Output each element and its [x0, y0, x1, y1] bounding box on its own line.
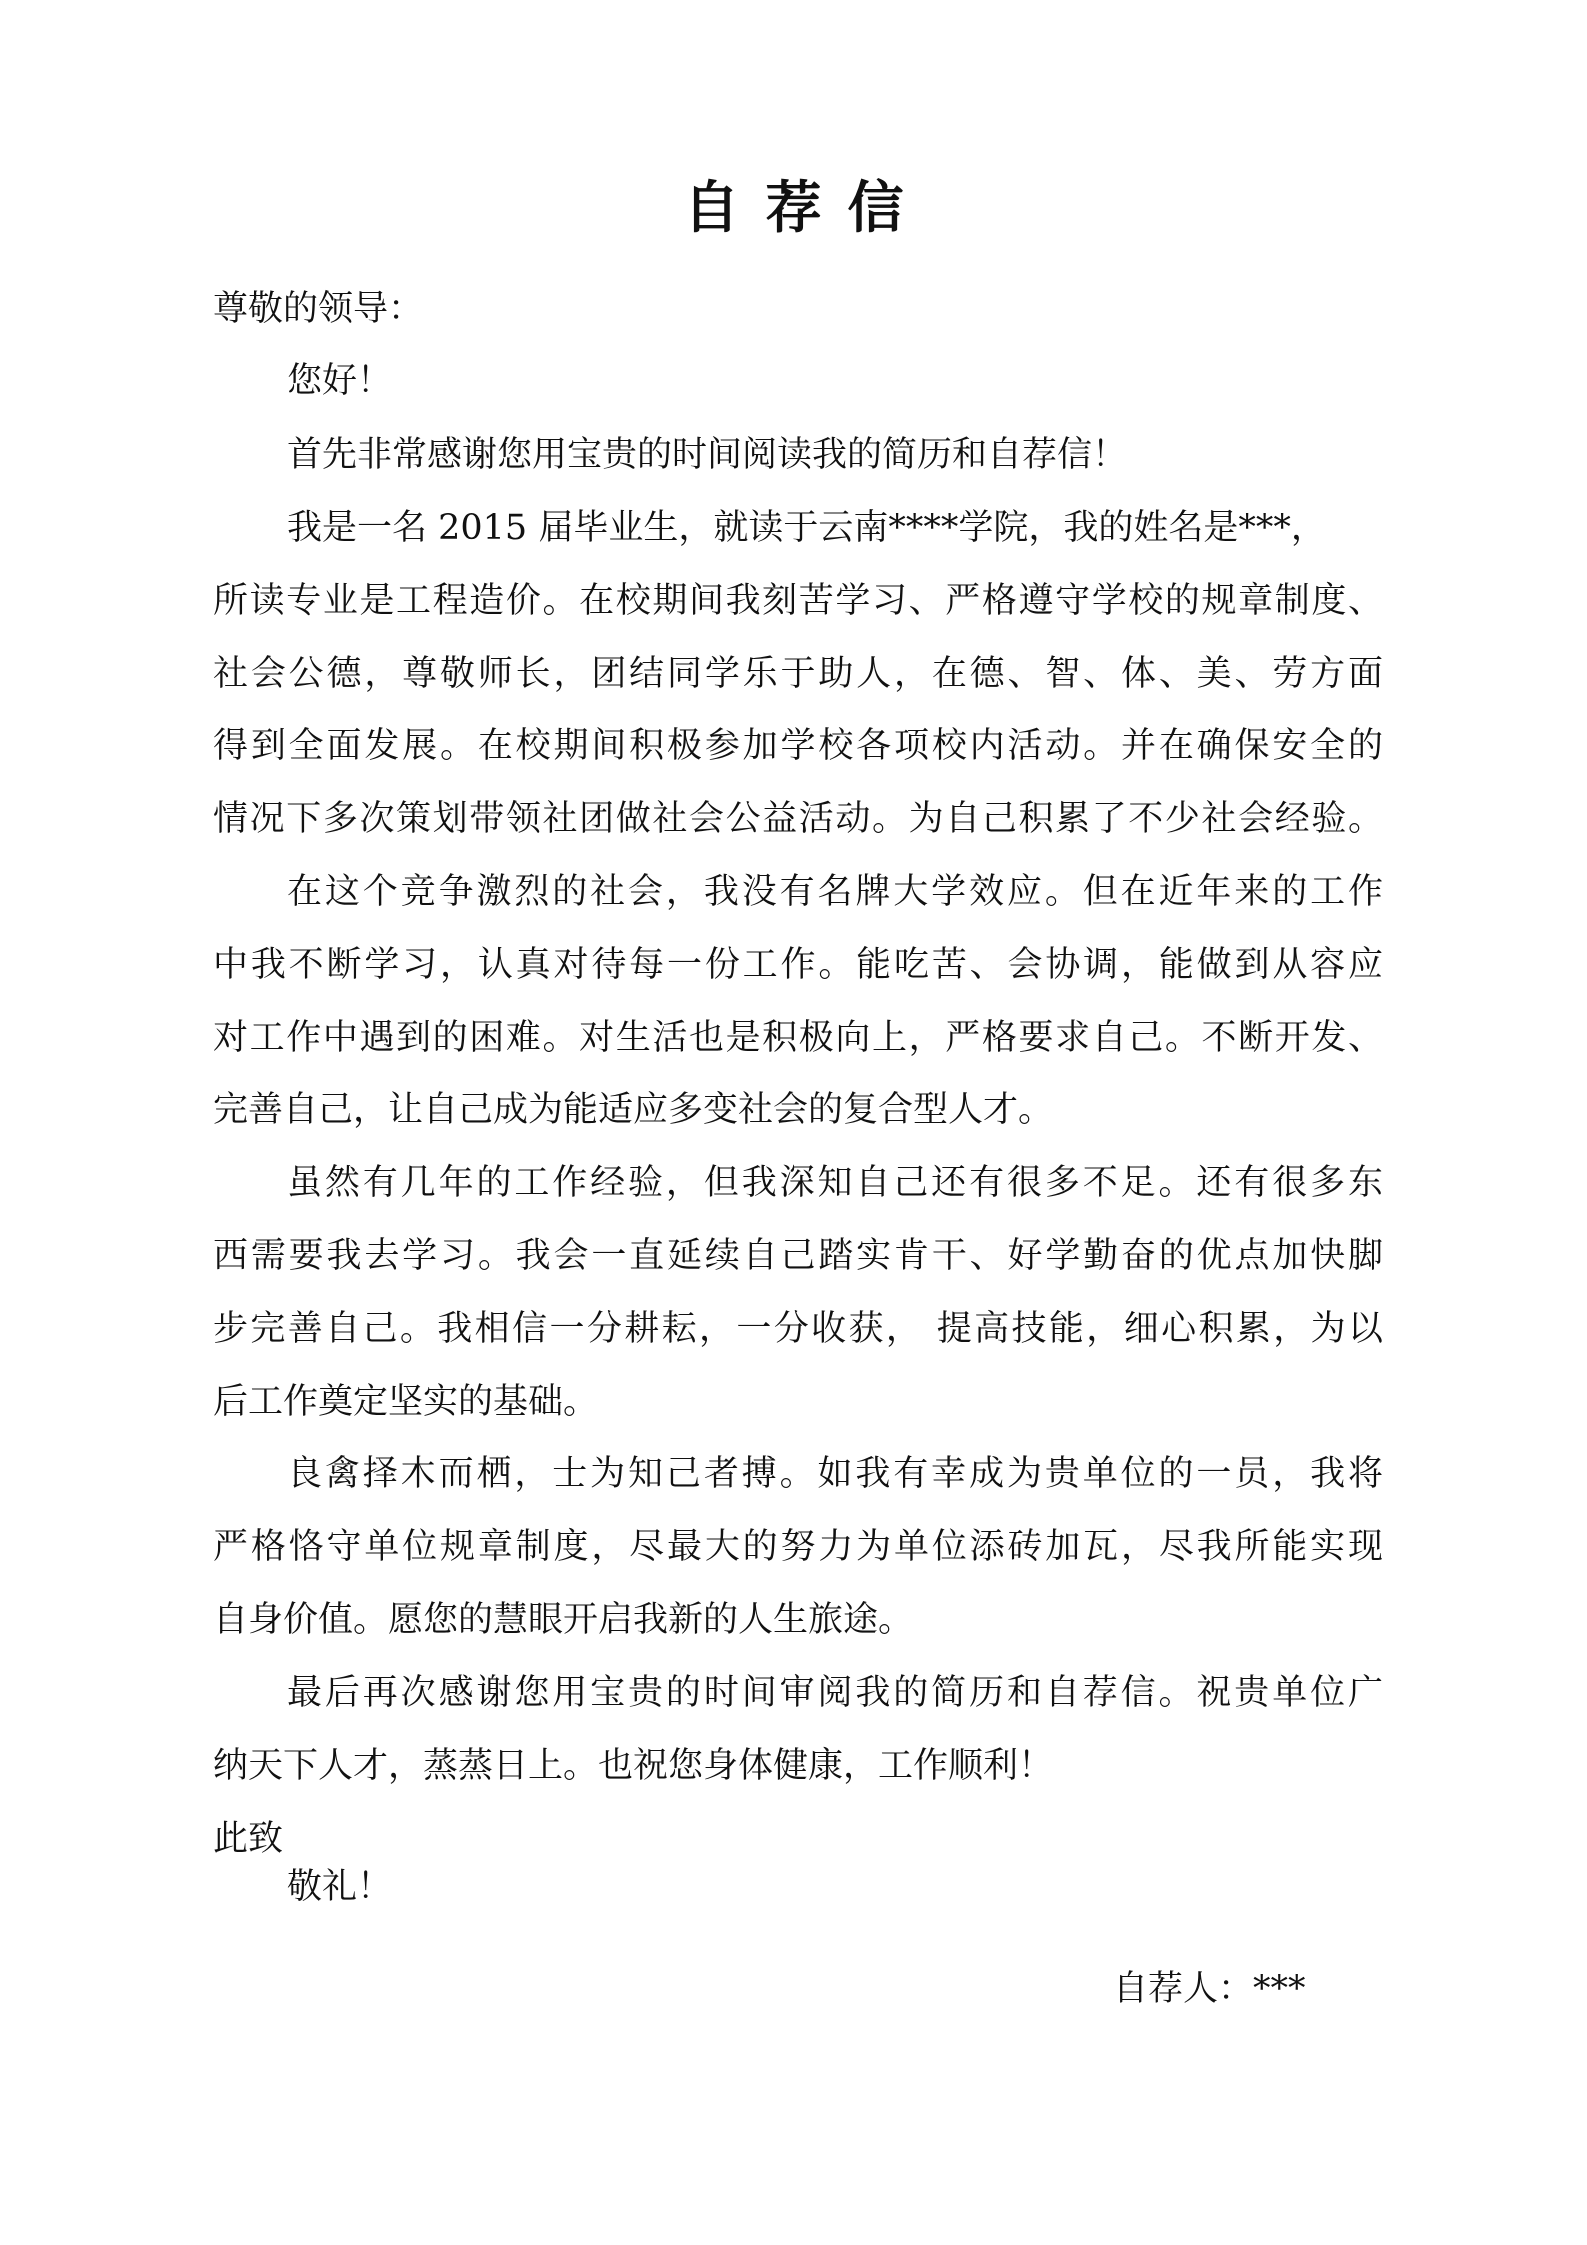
paragraph-2-line-2: 中我不断学习，认真对待每一份工作。能吃苦、会协调，能做到从容应	[213, 945, 1383, 985]
paragraph-2-line-3: 对工作中遇到的困难。对生活也是积极向上，严格要求自己。不断开发、	[213, 1018, 1383, 1058]
signature: 自荐人：***	[1113, 1969, 1306, 2009]
closing: 此致	[213, 1819, 284, 1859]
greeting: 您好！	[287, 361, 393, 401]
paragraph-4-line-1: 良禽择木而栖，士为知己者搏。如我有幸成为贵单位的一员，我将	[287, 1454, 1383, 1494]
paragraph-2-line-1: 在这个竞争激烈的社会，我没有名牌大学效应。但在近年来的工作	[287, 872, 1383, 912]
paragraph-3-line-1: 虽然有几年的工作经验，但我深知自己还有很多不足。还有很多东	[287, 1163, 1383, 1203]
paragraph-5-line-2: 纳天下人才，蒸蒸日上。也祝您身体健康，工作顺利！	[213, 1746, 1054, 1786]
paragraph-3-line-4: 后工作奠定坚实的基础。	[213, 1382, 599, 1422]
regards: 敬礼！	[287, 1867, 393, 1907]
opening-line: 首先非常感谢您用宝贵的时间阅读我的简历和自荐信！	[287, 435, 1128, 475]
paragraph-4-line-3: 自身价值。愿您的慧眼开启我新的人生旅途。	[213, 1600, 914, 1640]
paragraph-3-line-2: 西需要我去学习。我会一直延续自己踏实肯干、好学勤奋的优点加快脚	[213, 1236, 1383, 1276]
paragraph-1-line-1: 我是一名 2015 届毕业生，就读于云南****学院，我的姓名是***，	[287, 508, 1326, 548]
paragraph-1-line-3: 社会公德，尊敬师长，团结同学乐于助人，在德、智、体、美、劳方面	[213, 654, 1383, 694]
page-title: 自荐信	[683, 175, 930, 241]
paragraph-5-line-1: 最后再次感谢您用宝贵的时间审阅我的简历和自荐信。祝贵单位广	[287, 1673, 1383, 1713]
paragraph-1-line-5: 情况下多次策划带领社团做社会公益活动。为自己积累了不少社会经验。	[213, 799, 1383, 839]
paragraph-1-line-2: 所读专业是工程造价。在校期间我刻苦学习、严格遵守学校的规章制度、	[213, 581, 1383, 621]
paragraph-3-line-3: 步完善自己。我相信一分耕耘，一分收获， 提高技能，细心积累，为以	[213, 1309, 1383, 1349]
salutation: 尊敬的领导：	[213, 289, 424, 329]
paragraph-1-line-4: 得到全面发展。在校期间积极参加学校各项校内活动。并在确保安全的	[213, 726, 1383, 766]
paragraph-4-line-2: 严格恪守单位规章制度，尽最大的努力为单位添砖加瓦，尽我所能实现	[213, 1527, 1383, 1567]
paragraph-2-line-4: 完善自己，让自己成为能适应多变社会的复合型人才。	[213, 1090, 1054, 1130]
